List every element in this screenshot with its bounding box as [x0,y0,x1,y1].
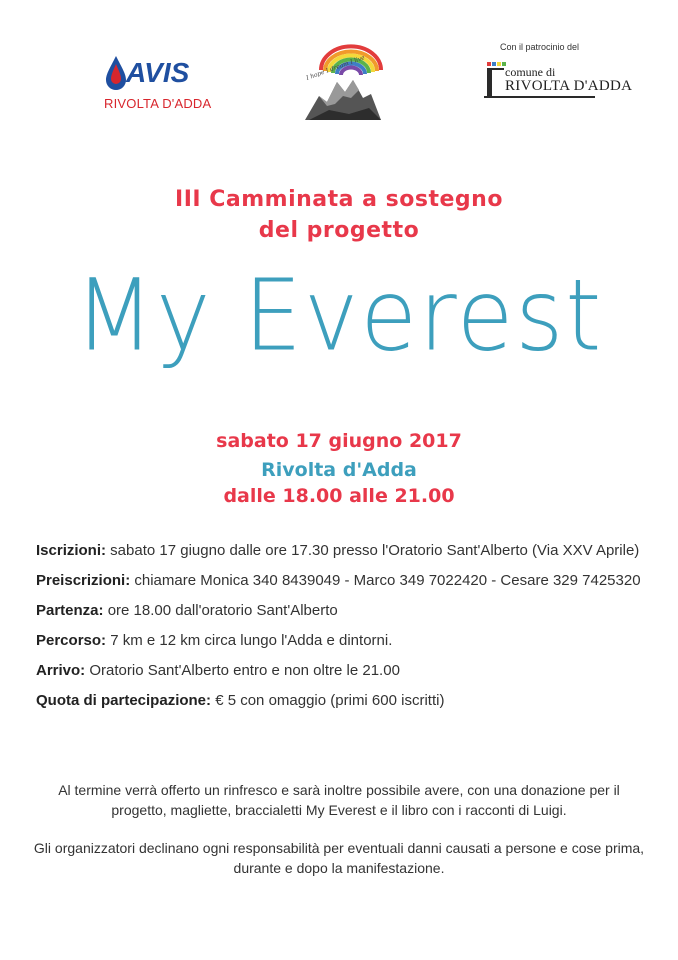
note-responsabilita: Gli organizzatori declinano ogni responsabilità per eventuali danni causati a persone e cose prima, durante e dopo la manifestazione. [33,840,645,876]
detail-percorso [36,630,642,652]
event-time: dalle 18.00 alle 21.00 [223,485,455,507]
center-logo-tagline: I hope I dream I live [305,54,366,82]
title-line-1: III Camminata a sostegno [175,187,503,212]
detail-text: sabato 17 giugno dalle ore 17.30 presso l'Oratorio Sant'Alberto (Via XXV Aprile) [106,542,640,559]
detail-text: 7 km e 12 km circa lungo l'Adda e dintorni. [106,632,393,649]
svg-text:AVIS: AVIS [126,57,190,88]
detail-label: Preiscrizioni: [36,572,131,589]
avis-logo [102,52,202,92]
detail-label: Percorso: [36,632,107,649]
detail-label: Iscrizioni: [36,542,107,559]
detail-label: Arrivo: [36,662,86,679]
my-everest-mountain-logo [299,40,385,132]
patrocinio-label: Con il patrocinio del [500,42,580,52]
detail-text: € 5 con omaggio (primi 600 iscritti) [211,692,445,709]
detail-label: Partenza: [36,602,104,619]
avis-subtitle: RIVOLTA D'ADDA [104,96,212,111]
event-date: sabato 17 giugno 2017 [216,430,462,452]
detail-label: Quota di partecipazione: [36,692,212,709]
detail-text: ore 18.00 dall'oratorio Sant'Alberto [103,602,338,619]
detail-iscrizioni [36,540,642,562]
detail-arrivo [36,660,642,682]
note-rinfresco: Al termine verrà offerto un rinfresco e sarà inoltre possibile avere, con una donazione per il progetto, magliette, braccialetti My Everest e il libro con i racconti di Luigi. [58,782,620,818]
detail-text: Oratorio Sant'Alberto entro e non oltre le 21.00 [85,662,400,679]
detail-quota [36,690,642,712]
detail-text: chiamare Monica 340 8439049 - Marco 349 7022420 - Cesare 329 7425320 [130,572,641,589]
details-list [36,540,642,720]
detail-preiscrizioni [36,570,642,592]
detail-partenza [36,600,642,622]
comune-name: RIVOLTA D'ADDA [505,78,633,94]
title-line-2: del progetto [258,218,420,243]
event-place: Rivolta d'Adda [261,459,417,481]
comune-di-label: comune di [505,65,556,79]
main-title: My Everest [74,257,604,374]
